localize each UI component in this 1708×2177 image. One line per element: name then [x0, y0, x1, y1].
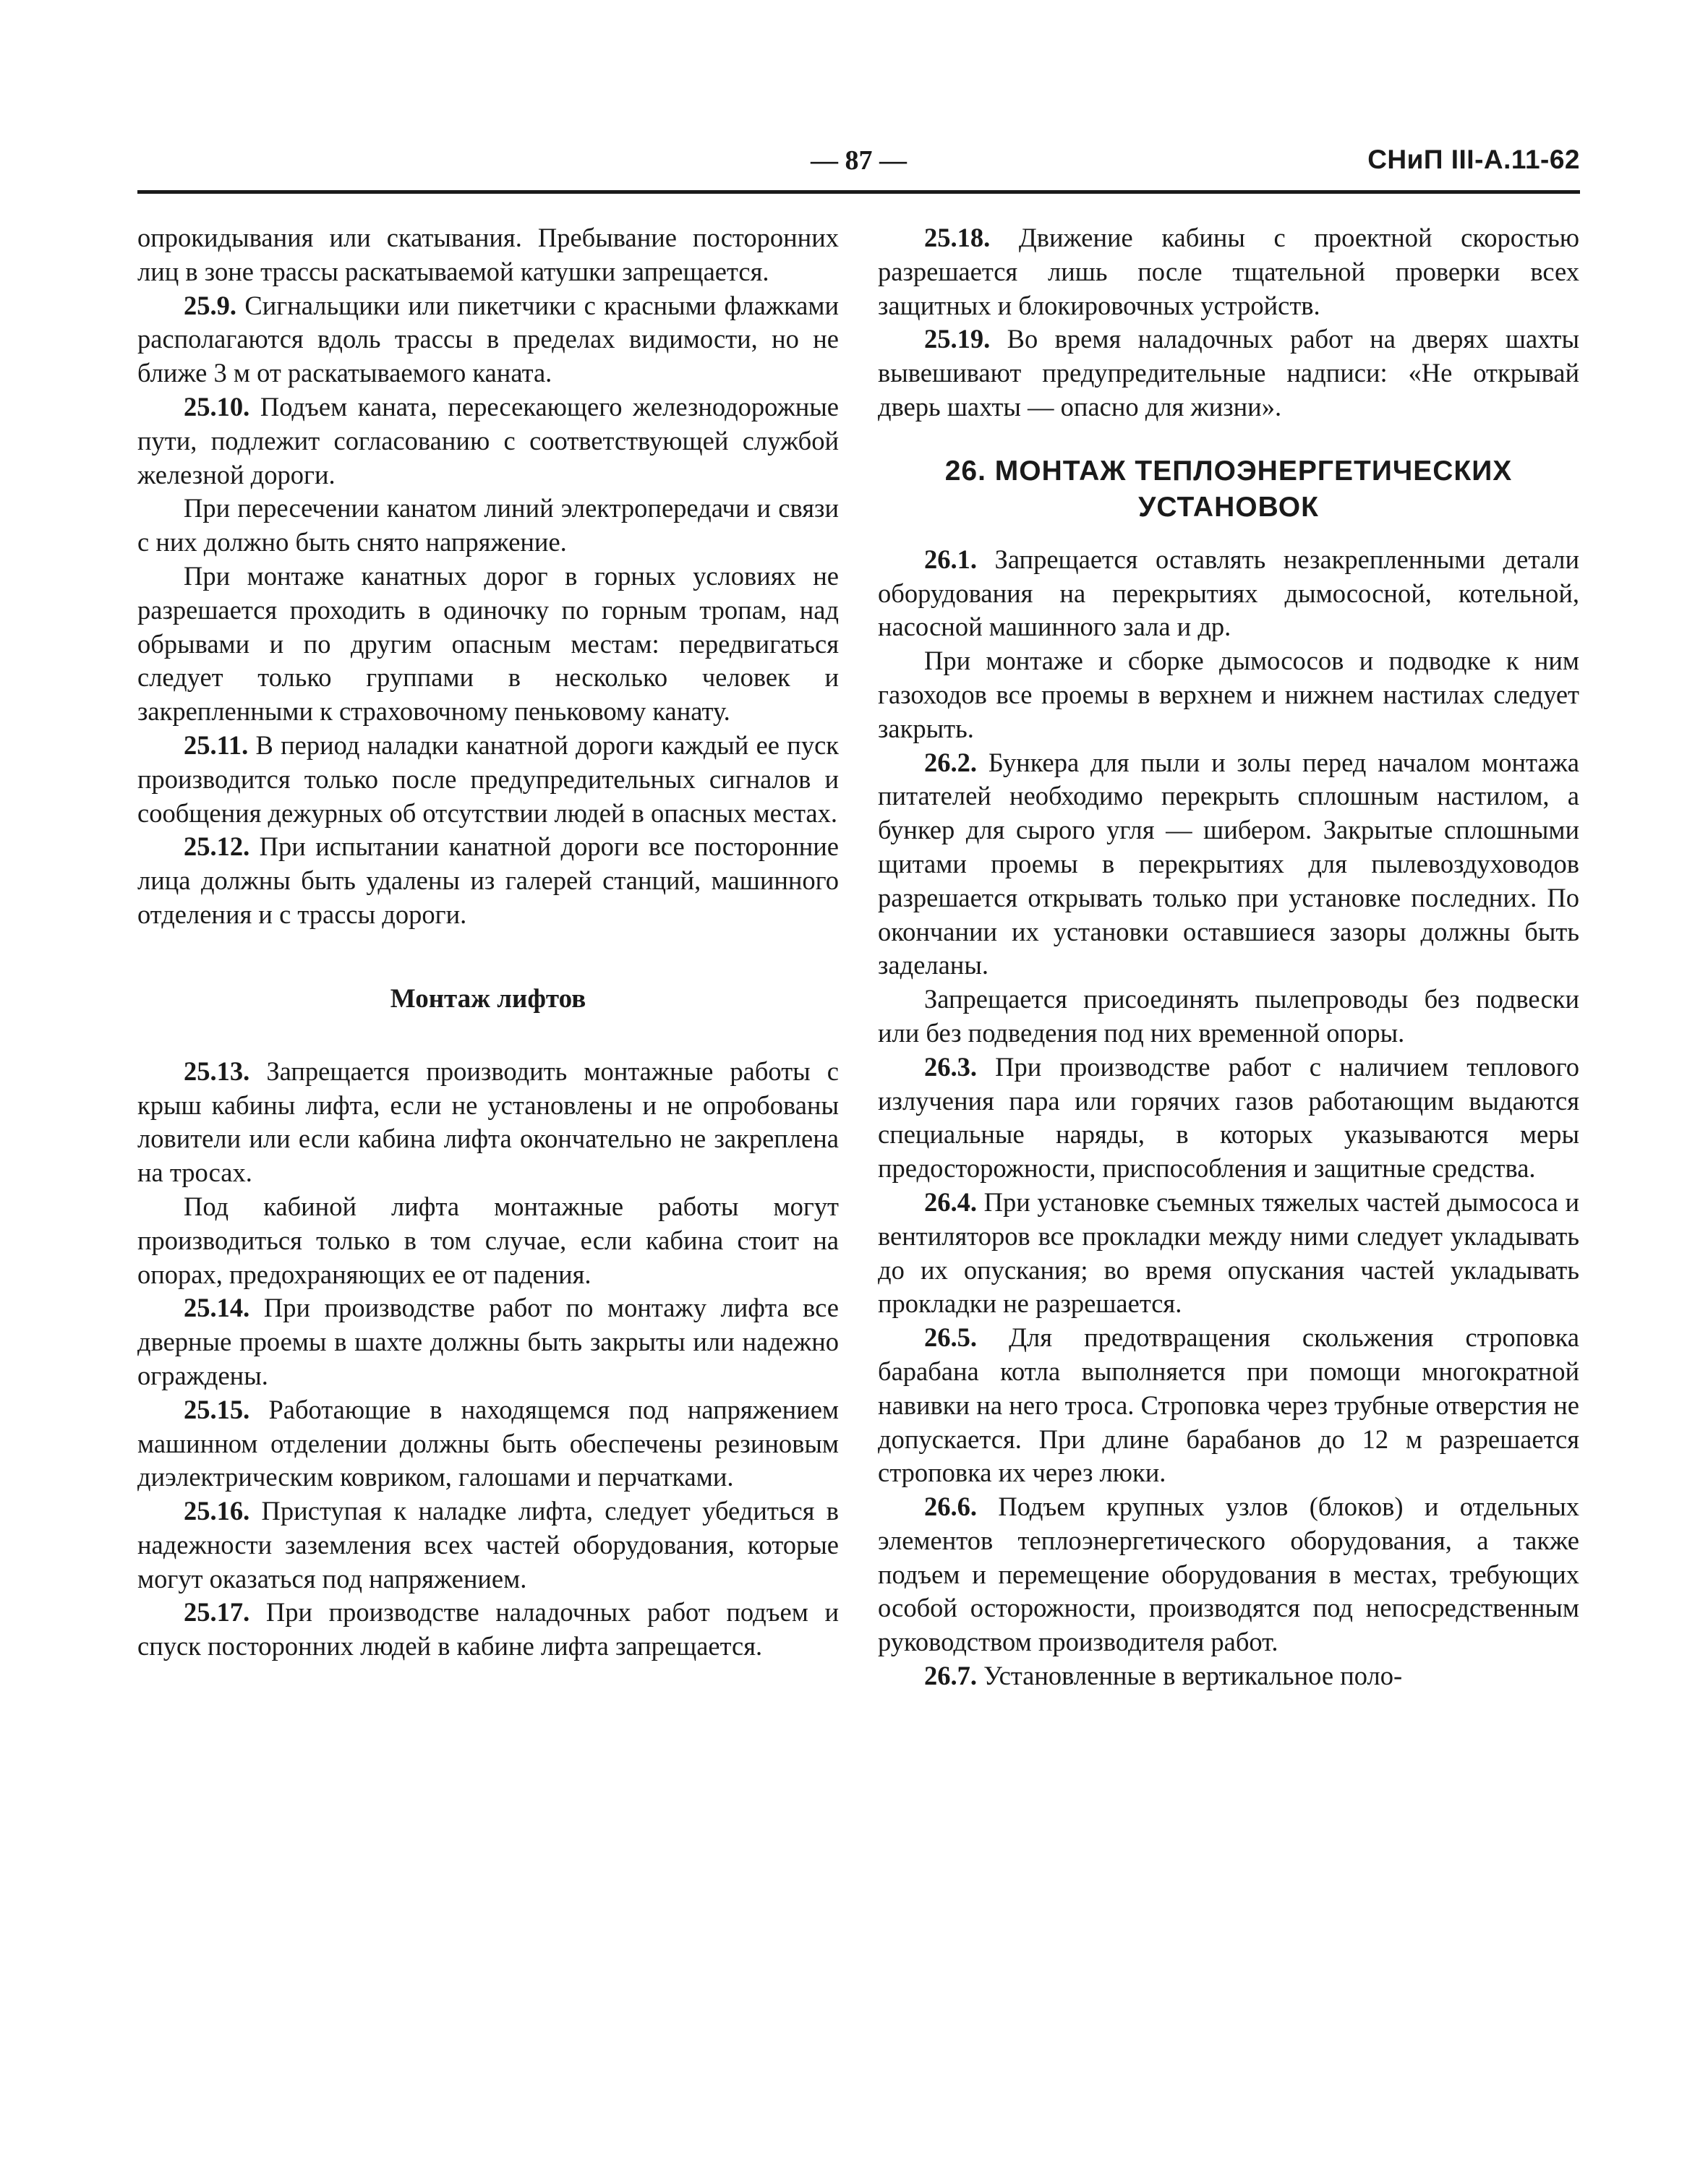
clause-text: При пересечении канатом линий электропередачи и связи с них должно быть снято напряжение.	[137, 493, 839, 557]
paragraph	[878, 1490, 1579, 1659]
clause-number: 25.10.	[184, 391, 250, 422]
clause-text: Сигнальщики или пикетчики с красными флажками располагаются вдоль трассы в пределах видимости, но не ближе 3 м от раскатываемого каната.	[137, 290, 839, 388]
clause-number: 25.16.	[184, 1496, 250, 1526]
paragraph	[878, 1659, 1579, 1693]
clause-text: Приступая к наладке лифта, следует убедиться в надежности заземления всех частей оборудования, которые могут оказаться под напряжением.	[137, 1496, 839, 1594]
clause-number: 26.3.	[924, 1051, 977, 1082]
paragraph	[878, 644, 1579, 745]
paragraph	[137, 830, 839, 931]
right-column	[878, 221, 1579, 1693]
clause-number: 25.18.	[924, 223, 991, 252]
clause-text: Под кабиной лифта монтажные работы могут производиться только в том случае, если кабина стоит на опорах, предохраняющих ее от падения.	[137, 1191, 839, 1289]
page-header	[137, 145, 1580, 185]
left-column	[137, 221, 839, 1664]
clause-text: При монтаже канатных дорог в горных условиях не разрешается проходить в одиночку по горным тропам, над обрывами и по другим опасным местам: передвигаться следует только группами в несколько человек и закрепленными к страховочному пеньковому канату.	[137, 560, 839, 727]
clause-number: 25.12.	[184, 831, 250, 862]
paragraph	[137, 1190, 839, 1291]
clause-text: опрокидывания или скатывания. Пребывание посторонних лиц в зоне трассы раскатываемой катушки запрещается.	[137, 223, 839, 286]
clause-text: При производстве наладочных работ подъем и спуск посторонних людей в кабине лифта запрещается.	[137, 1597, 839, 1661]
paragraph	[137, 1291, 839, 1393]
paragraph	[137, 289, 839, 390]
paragraph	[878, 543, 1579, 644]
paragraph	[878, 322, 1579, 424]
clause-text: При производстве работ с наличием теплового излучения пара или горячих газов работающим выдаются специальные наряды, в которых указываются меры предосторожности, приспособления и защитные средства.	[878, 1051, 1579, 1184]
header-rule	[137, 190, 1580, 194]
clause-text: Подъем каната, пересекающего железнодорожные пути, подлежит согласованию с соответствующей службой железной дороги.	[137, 391, 839, 489]
clause-number: 26.7.	[924, 1661, 977, 1691]
paragraph	[878, 1321, 1579, 1490]
clause-number: 25.9.	[184, 290, 236, 320]
clause-number: 25.15.	[184, 1394, 250, 1424]
clause-text: Во время наладочных работ на дверях шахты вывешивают предупредительные надписи: «Не открывай дверь шахты — опасно для жизни».	[878, 324, 1579, 422]
paragraph	[137, 1055, 839, 1190]
paragraph	[878, 1051, 1579, 1186]
clause-text: Бункера для пыли и золы перед началом монтажа питателей необходимо перекрыть сплошным настилом, а бункер для сырого угля — шибером. Закрытые сплошными щитами проемы в перекрытиях для пылевоздуховодов разрешается открывать только при установке последних. По окончании их установки оставшиеся зазоры должны быть заделаны.	[878, 747, 1579, 980]
section-heading-line: 26. МОНТАЖ ТЕПЛОЭНЕРГЕТИЧЕСКИХ	[944, 455, 1513, 487]
clause-number: 25.19.	[924, 324, 991, 354]
subsection-heading: Монтаж лифтов	[390, 983, 586, 1014]
clause-text: Запрещается производить монтажные работы с крыш кабины лифта, если не установлены и не опробованы ловители или если кабина лифта окончательно не закреплена на тросах.	[137, 1056, 839, 1188]
paragraph	[137, 560, 839, 729]
clause-number: 26.5.	[924, 1322, 977, 1353]
clause-number: 25.11.	[184, 730, 249, 760]
paragraph	[137, 729, 839, 830]
document-code: СНиП III-A.11-62	[1367, 145, 1580, 174]
clause-number: 25.13.	[184, 1056, 250, 1086]
paragraph	[137, 1494, 839, 1596]
section-heading	[878, 453, 1579, 526]
section-heading-line: УСТАНОВОК	[1138, 491, 1319, 523]
clause-number: 25.17.	[184, 1597, 250, 1628]
clause-number: 26.4.	[924, 1186, 977, 1217]
clause-text: Запрещается оставлять незакрепленными детали оборудования на перекрытиях дымососной, котельной, насосной машинного зала и др.	[878, 544, 1579, 642]
clause-number: 25.14.	[184, 1293, 250, 1323]
clause-text: Запрещается присоединять пылепроводы без подвески или без подведения под них временной опоры.	[878, 984, 1579, 1048]
paragraph	[878, 1186, 1579, 1321]
paragraph	[878, 983, 1579, 1051]
clause-text: В период наладки канатной дороги каждый ее пуск производится только после предупредительных сигналов и сообщения дежурных об отсутствии людей в опасных местах.	[137, 730, 839, 828]
paragraph	[137, 390, 839, 492]
clause-text: Движение кабины с проектной скоростью разрешается лишь после тщательной проверки всех защитных и блокировочных устройств.	[878, 223, 1579, 320]
clause-text: Подъем крупных узлов (блоков) и отдельных элементов теплоэнергетического оборудования, а также подъем и перемещение оборудования в местах, требующих особой осторожности, производятся под непосредственным руководством производителя работ.	[878, 1492, 1579, 1657]
clause-text: Работающие в находящемся под напряжением машинном отделении должны быть обеспечены резиновым диэлектрическим ковриком, галошами и перчатками.	[137, 1394, 839, 1492]
clause-number: 26.6.	[924, 1492, 977, 1522]
paragraph	[137, 1596, 839, 1664]
clause-text: При производстве работ по монтажу лифта все дверные проемы в шахте должны быть закрыты или надежно ограждены.	[137, 1293, 839, 1390]
clause-text: При установке съемных тяжелых частей дымососа и вентиляторов все прокладки между ними следует укладывать до их опускания; во время опускания частей укладывать прокладки не разрешается.	[878, 1186, 1579, 1319]
paragraph	[137, 1393, 839, 1494]
clause-text: При монтаже и сборке дымососов и подводке к ним газоходов все проемы в верхнем и нижнем настилах следует закрыть.	[878, 646, 1579, 743]
clause-text: Для предотвращения скольжения строповка барабана котла выполняется при помощи многократной навивки на него троса. Строповка через трубные отверстия не допускается. При длине барабанов до 12 м разрешается строповка их через люки.	[878, 1322, 1579, 1488]
clause-number: 26.1.	[924, 544, 977, 574]
paragraph	[137, 492, 839, 560]
clause-number: 26.2.	[924, 747, 977, 777]
paragraph	[137, 221, 839, 289]
page-number: — 87 —	[811, 145, 907, 176]
paragraph	[878, 746, 1579, 983]
clause-text: При испытании канатной дороги все посторонние лица должны быть удалены из галерей станций, машинного отделения и с трассы дороги.	[137, 831, 839, 929]
paragraph	[878, 221, 1579, 322]
clause-text: Установленные в вертикальное поло-	[977, 1661, 1403, 1691]
